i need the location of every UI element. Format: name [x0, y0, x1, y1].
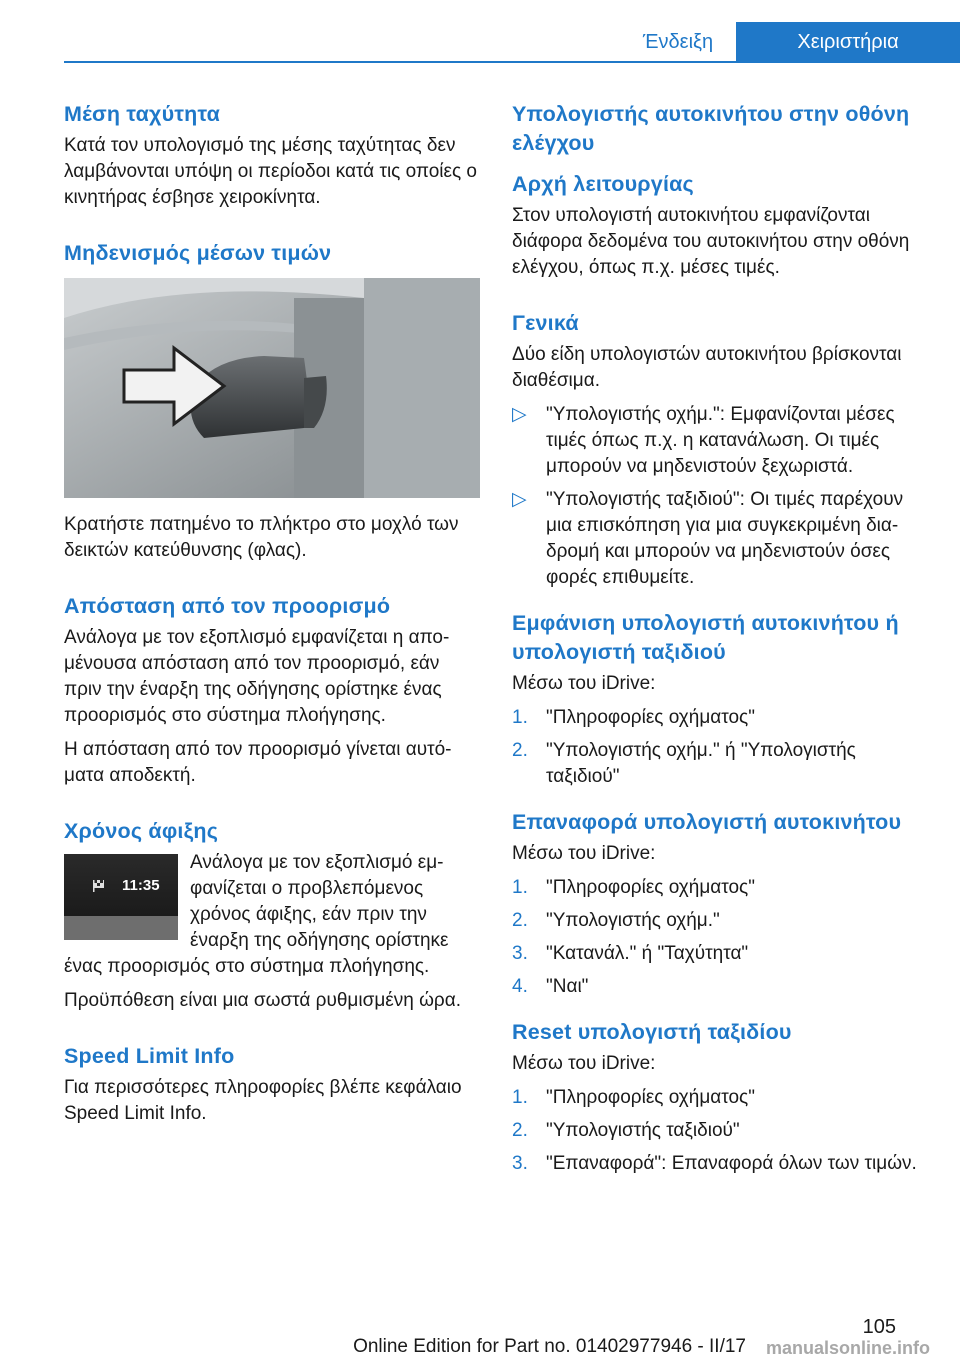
left-column [64, 100, 480, 1135]
list-item: 1. "Πληροφορίες οχήματος" [512, 1087, 755, 1108]
heading-onboard-computer: Υπολογιστής αυτοκινήτου στην οθόνη ελέγχου [512, 102, 910, 155]
watermark: manualsonline.info [765, 1338, 930, 1358]
edition-note: Online Edition for Part no. 01402977946 - II/17 [353, 1336, 746, 1357]
steps-show-computer [512, 705, 928, 790]
bullet-triangle-icon: ▷ [512, 489, 527, 510]
lever-illustration [64, 278, 480, 498]
list-item: ▷ "Υπολογιστής οχήμ.": Εμφανίζονται μέσες τιμές όπως π.χ. η κατανάλωση. Οι τιμές μπορούν να μηδενιστούν ξεχωριστά. [512, 404, 895, 477]
list-item: 2. "Υπολογιστής οχήμ." [512, 910, 720, 931]
bullet-triangle-icon: ▷ [512, 404, 527, 425]
paragraph-arrival-2: Προϋπόθεση είναι μια σωστά ρυθμισμένη ώρα. [64, 990, 461, 1011]
bullet-list-general [512, 402, 928, 591]
heading-average-speed: Μέση ταχύτητα [64, 102, 221, 126]
paragraph-speed-limit-info: Για περισσότερες πληροφορίες βλέπε κεφάλαιο Speed Limit Info. [64, 1077, 462, 1124]
heading-reset-averages: Μηδενισμός μέσων τιμών [64, 241, 332, 265]
turn-signal-lever-image [64, 278, 480, 498]
heading-principle: Αρχή λειτουργίας [512, 172, 694, 196]
paragraph-reset-trip-computer: Μέσω του iDrive: [512, 1053, 656, 1074]
steps-reset-trip-computer [512, 1085, 928, 1177]
caption-reset-averages: Κρατήστε πατημένο το πλήκτρο στο μοχλό των δεικτών κατεύθυνσης (φλας). [64, 514, 459, 561]
tab-controls[interactable]: Χειριστήρια [736, 22, 960, 63]
list-item: 1. "Πληροφορίες οχήματος" [512, 707, 755, 728]
paragraph-average-speed: Κατά τον υπολογισμό της μέσης ταχύτητας δεν λαμβάνονται υπόψη οι περίοδοι κατά τις οποίες ο κινητήρας έσβησε χειροκίνητα. [64, 135, 477, 208]
paragraph-show-computer: Μέσω του iDrive: [512, 673, 656, 694]
right-column [512, 100, 928, 1187]
heading-reset-onboard-computer: Επαναφορά υπολογιστή αυτοκινήτου [512, 810, 902, 834]
list-item: ▷ "Υπολογιστής ταξιδιού": Οι τιμές παρέχουν μια επισκόπηση για μια συγκεκριμένη διαδρομή και μπορούν να μηδενιστούν όσες φορές επιθυμείτε. [512, 489, 904, 588]
list-item: 2. "Υπολογιστής ταξιδιού" [512, 1120, 740, 1141]
paragraph-reset-onboard-computer: Μέσω του iDrive: [512, 843, 656, 864]
header-rule [64, 61, 960, 63]
heading-speed-limit-info: Speed Limit Info [64, 1044, 235, 1068]
heading-reset-trip-computer: Reset υπολογιστή ταξιδίου [512, 1020, 792, 1044]
paragraph-arrival-1: Ανάλογα με τον εξοπλισμό εμφανίζεται ο προβλεπόμενος χρόνος άφιξης, εάν πριν την έναρξη της οδήγησης ορίστηκε ένας προορισμός στο σύστημα πλοήγησης. [64, 852, 449, 977]
page-header [0, 0, 960, 62]
paragraph-principle: Στον υπολογιστή αυτοκινήτου εμφανίζονται διάφορα δεδομένα του αυτοκινήτου στην οθόνη ελέγχου, όπως π.χ. μέσες τιμές. [512, 205, 910, 278]
heading-distance-to-destination: Απόσταση από τον προορισμό [64, 594, 391, 618]
arrival-time-display [64, 854, 178, 940]
arrival-time-display-image [64, 854, 178, 940]
tab-display[interactable]: Ένδειξη [642, 30, 714, 53]
heading-arrival-time: Χρόνος άφιξης [64, 819, 219, 843]
list-item: 4. "Ναι" [512, 976, 589, 997]
list-item: 2. "Υπολογιστής οχήμ." ή "Υπολογιστής ταξιδιού" [512, 740, 856, 787]
paragraph-distance-1: Ανάλογα με τον εξοπλισμό εμφανίζεται η απομένουσα απόσταση από τον προορισμό, εάν πριν την έναρξη της οδήγησης ορίστηκε ένας προορισμός στο σύστημα πλοήγησης. [64, 627, 450, 726]
page-number: 105 [862, 1316, 896, 1338]
paragraph-general: Δύο είδη υπολογιστών αυτοκινήτου βρίσκονται διαθέσιμα. [512, 344, 902, 391]
list-item: 1. "Πληροφορίες οχήματος" [512, 877, 755, 898]
heading-show-computer: Εμφάνιση υπολογιστή αυτοκινήτου ή υπολογιστή ταξιδιού [512, 611, 899, 664]
list-item: 3. "Κατανάλ." ή "Ταχύτητα" [512, 943, 749, 964]
paragraph-distance-2: Η απόσταση από τον προορισμό γίνεται αυτόματα αποδεκτή. [64, 739, 452, 786]
steps-reset-onboard-computer [512, 875, 928, 1000]
heading-general: Γενικά [512, 311, 579, 335]
arrival-clock: 11:35 [122, 877, 160, 894]
list-item: 3. "Επαναφορά": Επαναφορά όλων των τιμών. [512, 1153, 917, 1174]
